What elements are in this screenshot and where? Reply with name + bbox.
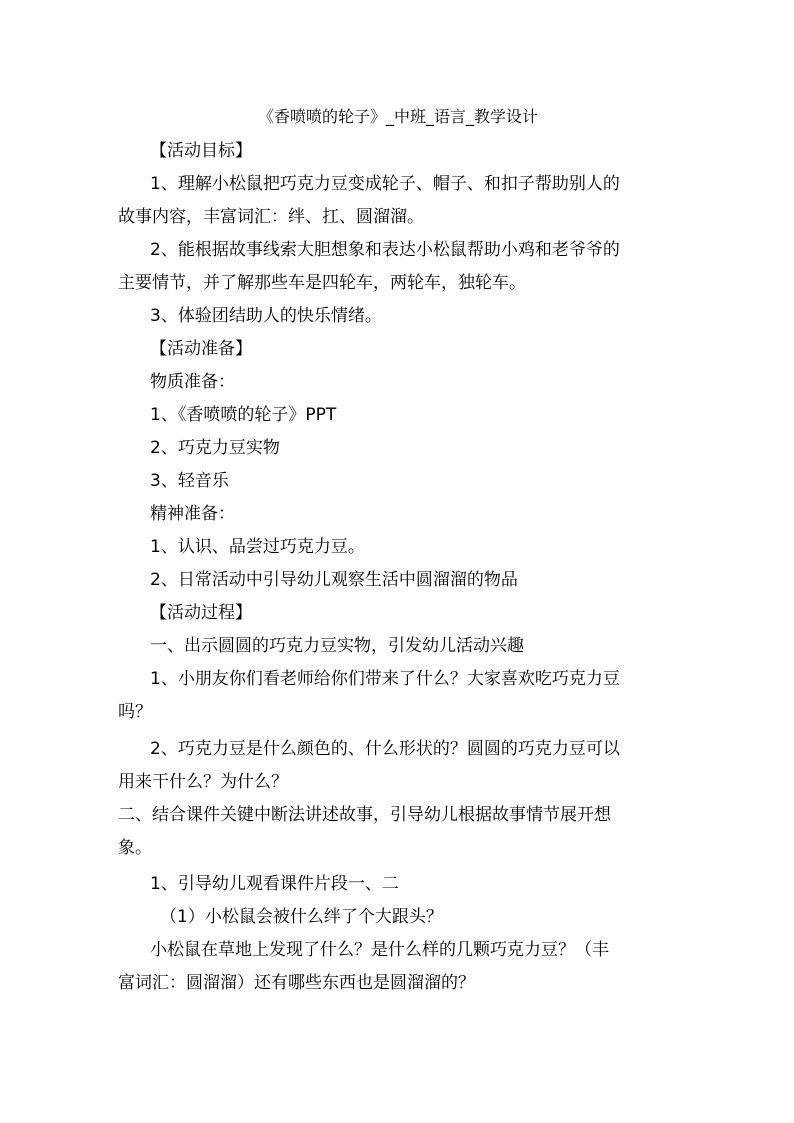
- spirit-item-1: 1、认识、品尝过巧克力豆。: [150, 537, 365, 557]
- goal-1-line-2: 故事内容，丰富词汇：绊、扛、圆溜溜。: [118, 207, 424, 227]
- question-2-line-2: 用来干什么？为什么？: [118, 772, 288, 792]
- prep-item-1: 1、《香喷喷的轮子》PPT: [150, 405, 337, 425]
- spirit-item-2: 2、日常活动中引导幼儿观察生活中圆溜溜的物品: [150, 570, 518, 590]
- question-1-line-1: 1、小朋友你们看老师给你们带来了什么？大家喜欢吃巧克力豆: [150, 669, 620, 689]
- goal-2-line-2: 主要情节，并了解那些车是四轮车，两轮车，独轮车。: [118, 273, 526, 293]
- question-2-line-1: 2、巧克力豆是什么颜色的、什么形状的？圆圆的巧克力豆可以: [150, 739, 620, 759]
- goal-2-line-1: 2、能根据故事线索大胆想象和表达小松鼠帮助小鸡和老爷爷的: [150, 240, 620, 260]
- step-2-line-1: 二、结合课件关键中断法讲述故事，引导幼儿根据故事情节展开想: [118, 805, 611, 825]
- prep-spirit-label: 精神准备：: [150, 504, 235, 524]
- prep-item-2: 2、巧克力豆实物: [150, 438, 280, 458]
- guide-1: 1、引导幼儿观看课件片段一、二: [150, 874, 399, 894]
- question-1-line-2: 吗？: [118, 702, 152, 722]
- prep-item-3: 3、轻音乐: [150, 471, 229, 491]
- step-2-line-2: 象。: [118, 838, 152, 858]
- goal-3: 3、体验团结助人的快乐情绪。: [150, 306, 382, 326]
- paragraph-line-2: 富词汇：圆溜溜）还有哪些东西也是圆溜溜的？: [118, 973, 475, 993]
- section-heading-process: 【活动过程】: [150, 603, 252, 623]
- goal-1-line-1: 1、理解小松鼠把巧克力豆变成轮子、帽子、和扣子帮助别人的: [150, 174, 620, 194]
- section-heading-goals: 【活动目标】: [150, 141, 252, 161]
- prep-material-label: 物质准备：: [150, 372, 235, 392]
- document-title: 《香喷喷的轮子》_中班_语言_教学设计: [258, 107, 539, 126]
- sub-question-1: （1）小松鼠会被什么绊了个大跟头？: [160, 907, 443, 927]
- step-1: 一、出示圆圆的巧克力豆实物，引发幼儿活动兴趣: [150, 636, 524, 656]
- section-heading-prep: 【活动准备】: [150, 339, 252, 359]
- paragraph-line-1: 小松鼠在草地上发现了什么？是什么样的几颗巧克力豆？（丰: [150, 940, 609, 960]
